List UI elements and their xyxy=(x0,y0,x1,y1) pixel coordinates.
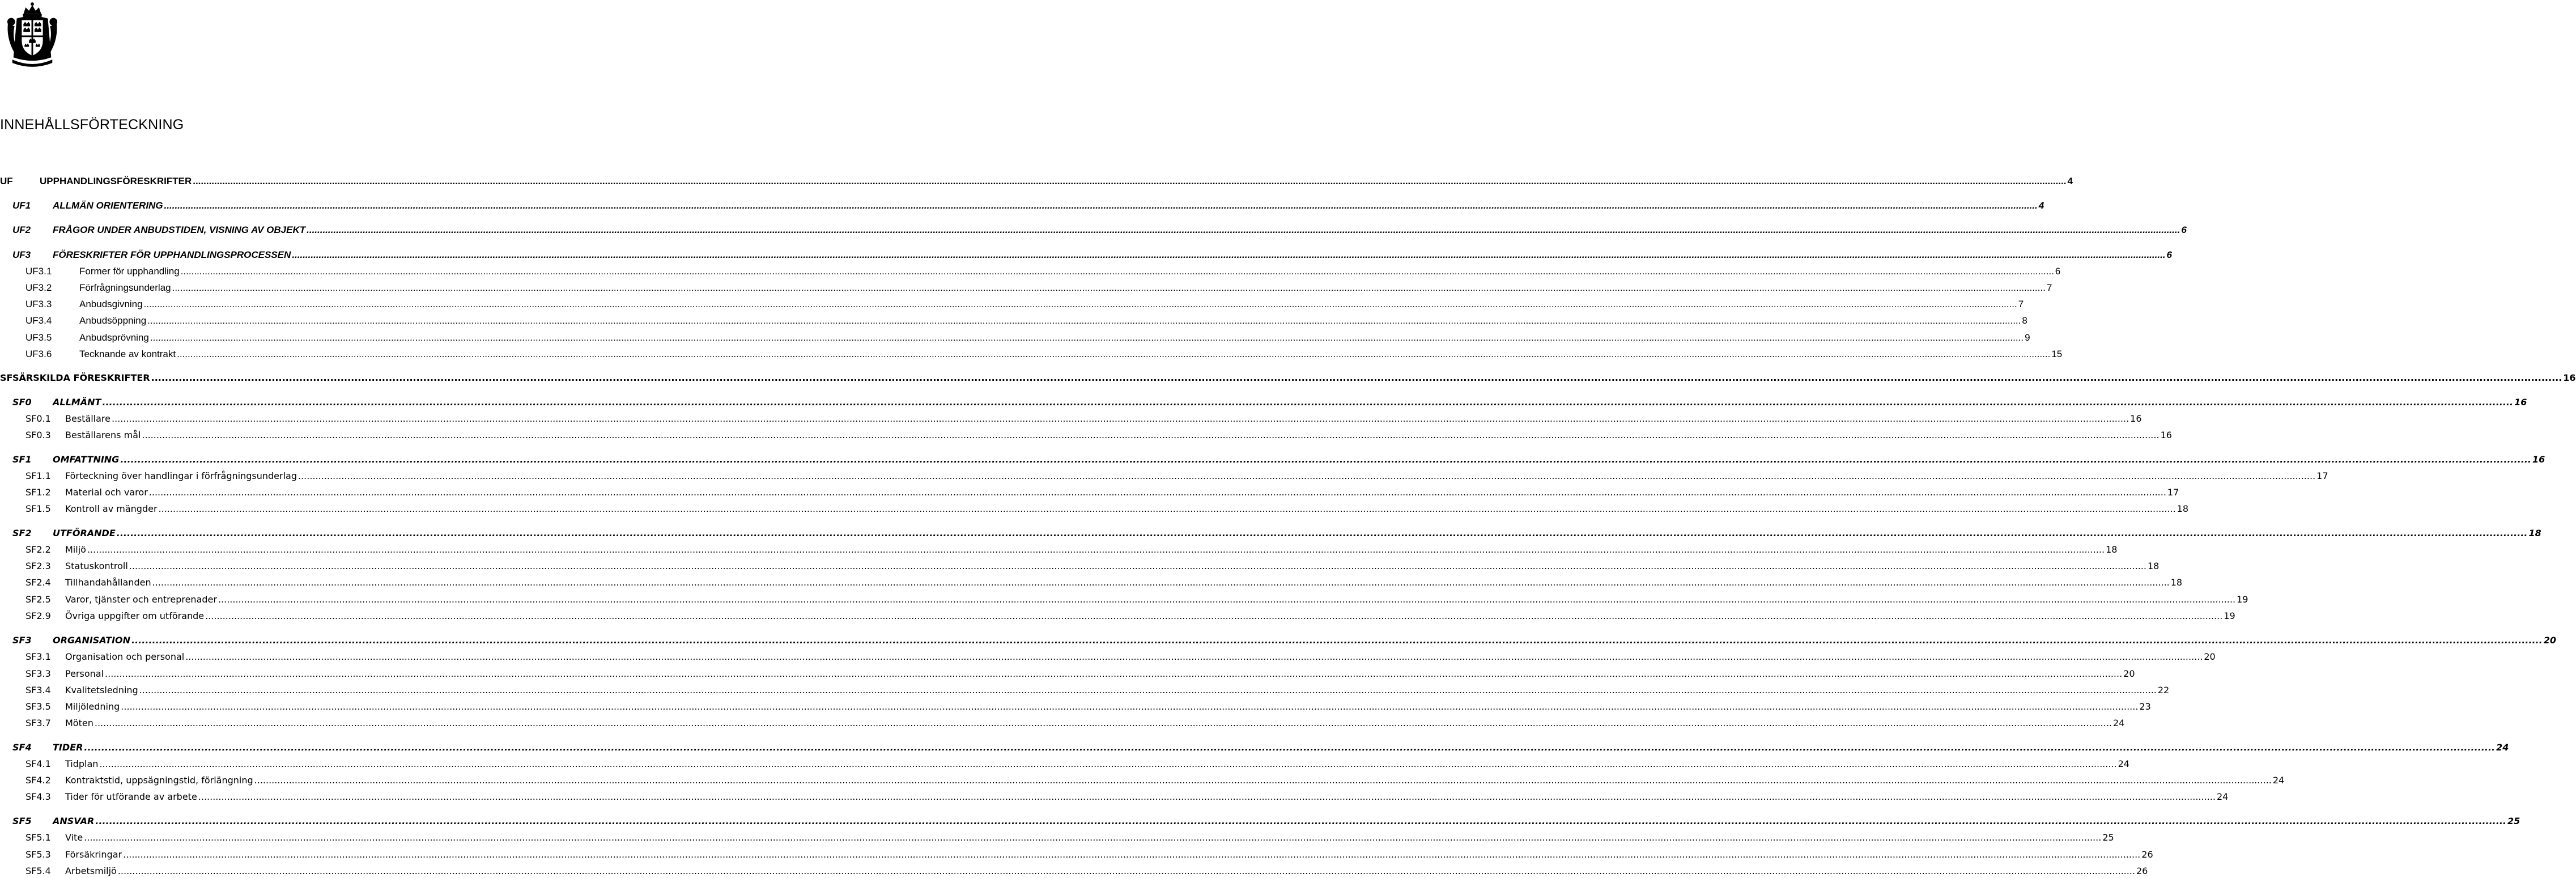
toc-entry-label: ALLMÄN ORIENTERING xyxy=(53,200,163,211)
toc-entry-number: SF3.1 xyxy=(25,651,51,662)
toc-entry-label: Kontroll av mängder xyxy=(65,503,158,514)
toc-entry[interactable] xyxy=(0,527,2541,540)
toc-entry-number: SF3.4 xyxy=(25,685,51,695)
toc-entry-label: Miljö xyxy=(65,544,86,555)
toc-entry-number: SF1 xyxy=(12,454,32,465)
toc-dot-leader: ............................................................................................................................................................................................................................................................................................................................................................................................................................................................................................................................................................................................................................................................................................................................ xyxy=(105,668,2123,679)
toc-entry-page: 16 xyxy=(2514,397,2527,408)
toc-entry[interactable] xyxy=(0,175,2073,188)
toc-entry-page: 4 xyxy=(2067,176,2073,186)
toc-entry-number: SF0.3 xyxy=(25,430,51,440)
toc-entry-number: SF4.3 xyxy=(25,791,51,802)
toc-entry-number: SF2.5 xyxy=(25,594,51,605)
toc-dot-leader: ............................................................................................................................................................................................................................................................................................................................................................................................................................................................................................................................................................................................................................................................................................................................ xyxy=(84,832,2102,843)
toc-entry-label: ORGANISATION xyxy=(53,635,131,646)
toc-entry-label: Förfrågningsunderlag xyxy=(79,282,171,293)
toc-entry-page: 8 xyxy=(2022,315,2027,326)
toc-title: INNEHÅLLSFÖRTECKNING xyxy=(0,117,184,133)
toc-entry-page: 16 xyxy=(2160,430,2172,440)
toc-entry-label: UPPHANDLINGSFÖRESKRIFTER xyxy=(40,176,192,186)
toc-entry-page: 20 xyxy=(2543,635,2556,646)
toc-entry-page: 24 xyxy=(2496,742,2509,753)
toc-entry[interactable] xyxy=(0,559,2160,573)
toc-entry[interactable] xyxy=(0,634,2556,647)
toc-entry[interactable] xyxy=(0,741,2509,754)
toc-dot-leader: ............................................................................................................................................................................................................................................................................................................................................................................................................................................................................................................................................................................................................................................................................................................................ xyxy=(94,718,2112,728)
toc-entry-label: OMFATTNING xyxy=(53,454,120,465)
toc-entry-number: UF3.2 xyxy=(25,282,52,293)
toc-entry-number: UF xyxy=(0,176,13,186)
toc-entry[interactable] xyxy=(0,469,2328,483)
toc-dot-leader: ............................................................................................................................................................................................................................................................................................................................................................................................................................................................................................................................................................................................................................................................................................................................ xyxy=(121,701,2139,712)
toc-dot-leader: ............................................................................................................................................................................................................................................................................................................................................................................................................................................................................................................................................................................................................................................................................................................................ xyxy=(292,249,2166,260)
toc-dot-leader: ............................................................................................................................................................................................................................................................................................................................................................................................................................................................................................................................................................................................................................................................................................................................ xyxy=(139,685,2157,695)
toc-entry-page: 25 xyxy=(2507,816,2520,826)
toc-entry-label: Kontraktstid, uppsägningstid, förlängning xyxy=(65,775,253,786)
toc-entry[interactable] xyxy=(0,790,2229,804)
toc-entry-number: SF5 xyxy=(12,816,32,826)
toc-entry-number: SF3.3 xyxy=(25,668,51,679)
toc-entry-page: 24 xyxy=(2272,775,2285,786)
toc-entry[interactable] xyxy=(0,848,2153,862)
toc-entry[interactable] xyxy=(0,371,2576,385)
toc-entry-label: Försäkringar xyxy=(65,849,122,860)
toc-entry-page: 19 xyxy=(2237,594,2248,605)
toc-dot-leader: ............................................................................................................................................................................................................................................................................................................................................................................................................................................................................................................................................................................................................................................................................................................................ xyxy=(84,742,2496,753)
toc-entry-label: Tidplan xyxy=(65,758,99,769)
toc-dot-leader: ............................................................................................................................................................................................................................................................................................................................................................................................................................................................................................................................................................................................................................................................................................................................ xyxy=(143,299,2017,309)
toc-entry[interactable] xyxy=(0,609,2235,623)
toc-entry-label: FRÅGOR UNDER ANBUDSTIDEN, VISNING AV OBJEKT xyxy=(53,224,306,235)
toc-entry-page: 18 xyxy=(2528,528,2541,538)
toc-entry-label: Tillhandahållanden xyxy=(65,577,151,588)
toc-entry-label: Förteckning över handlingar i förfrågningsunderlag xyxy=(65,470,297,481)
toc-entry-page: 16 xyxy=(2532,454,2545,465)
toc-dot-leader: ............................................................................................................................................................................................................................................................................................................................................................................................................................................................................................................................................................................................................................................................................................................................ xyxy=(298,470,2316,481)
toc-entry-page: 25 xyxy=(2102,832,2114,843)
toc-entry-number: SF3.7 xyxy=(25,718,51,728)
toc-entry-label: Organisation och personal xyxy=(65,651,185,662)
toc-entry[interactable] xyxy=(0,864,2148,878)
toc-entry[interactable] xyxy=(0,248,2172,262)
toc-entry-label: Anbudsöppning xyxy=(79,315,147,326)
toc-dot-leader: ............................................................................................................................................................................................................................................................................................................................................................................................................................................................................................................................................................................................................................................................................................................................ xyxy=(177,349,2051,359)
toc-entry[interactable] xyxy=(0,700,2151,714)
toc-entry[interactable] xyxy=(0,684,2170,697)
toc-entry-page: 26 xyxy=(2136,866,2148,876)
toc-entry[interactable] xyxy=(0,486,2179,499)
toc-entry-page: 19 xyxy=(2224,610,2235,621)
toc-entry-number: UF3.5 xyxy=(25,332,52,343)
toc-entry-page: 18 xyxy=(2147,561,2160,571)
toc-entry-label: Vite xyxy=(65,832,83,843)
toc-entry-number: SF2.4 xyxy=(25,577,51,588)
toc-dot-leader: ............................................................................................................................................................................................................................................................................................................................................................................................................................................................................................................................................................................................................................................................................................................................ xyxy=(193,176,2067,186)
toc-entry-label: Statuskontroll xyxy=(65,561,128,571)
toc-entry-number: SF4 xyxy=(12,742,32,753)
toc-dot-leader: ............................................................................................................................................................................................................................................................................................................................................................................................................................................................................................................................................................................................................................................................................................................................ xyxy=(142,430,2160,440)
toc-entry-page: 22 xyxy=(2157,685,2170,695)
toc-entry-number: SF1.1 xyxy=(25,470,51,481)
toc-entry[interactable] xyxy=(0,347,2063,361)
toc-entry-label: ALLMÄNT xyxy=(53,397,101,408)
toc-dot-leader: ............................................................................................................................................................................................................................................................................................................................................................................................................................................................................................................................................................................................................................................................................................................................ xyxy=(99,758,2117,769)
toc-dot-leader: ............................................................................................................................................................................................................................................................................................................................................................................................................................................................................................................................................................................................................................................................................................................................ xyxy=(152,577,2170,588)
toc-entry-page: 16 xyxy=(2563,372,2576,383)
toc-entry-number: UF3.4 xyxy=(25,315,52,326)
toc-entry-page: 26 xyxy=(2141,849,2153,860)
toc-entry-label: Varor, tjänster och entreprenader xyxy=(65,594,217,605)
toc-entry-page: 24 xyxy=(2216,791,2229,802)
toc-entry-number: SF4.1 xyxy=(25,758,51,769)
toc-entry-label: Övriga uppgifter om utförande xyxy=(65,610,205,621)
toc-entry[interactable] xyxy=(0,593,2248,606)
toc-entry-number: SF0.1 xyxy=(25,413,51,424)
toc-entry-page: 20 xyxy=(2123,668,2135,679)
toc-entry-number: UF2 xyxy=(12,224,31,235)
toc-entry-page: 24 xyxy=(2113,718,2125,728)
toc-entry-label: Beställarens mål xyxy=(65,430,141,440)
toc-dot-leader: ............................................................................................................................................................................................................................................................................................................................................................................................................................................................................................................................................................................................................................................................................................................................ xyxy=(164,200,2038,211)
toc-dot-leader: ............................................................................................................................................................................................................................................................................................................................................................................................................................................................................................................................................................................................................................................................................................................................ xyxy=(185,651,2203,662)
toc-entry-page: 4 xyxy=(2038,200,2044,211)
toc-dot-leader: ............................................................................................................................................................................................................................................................................................................................................................................................................................................................................................................................................................................................................................................................................................................................ xyxy=(218,594,2236,605)
toc-entry-page: 17 xyxy=(2167,487,2179,498)
toc-entry[interactable] xyxy=(0,650,2216,664)
toc-dot-leader: ............................................................................................................................................................................................................................................................................................................................................................................................................................................................................................................................................................................................................................................................................................................................ xyxy=(95,816,2506,826)
toc-entry-page: 7 xyxy=(2018,299,2024,309)
toc-entry-page: 6 xyxy=(2181,224,2187,235)
toc-dot-leader: ............................................................................................................................................................................................................................................................................................................................................................................................................................................................................................................................................................................................................................................................................................................................ xyxy=(147,315,2021,326)
toc-dot-leader: ............................................................................................................................................................................................................................................................................................................................................................................................................................................................................................................................................................................................................................................................................................................................ xyxy=(129,561,2146,571)
toc-entry-label: Material och varor xyxy=(65,487,148,498)
toc-entry-label: Former för upphandling xyxy=(79,266,180,277)
toc-entry-page: 18 xyxy=(2170,577,2183,588)
toc-entry[interactable] xyxy=(0,331,2030,345)
toc-entry-number: SF1.5 xyxy=(25,503,51,514)
toc-entry-number: SF3.5 xyxy=(25,701,51,712)
toc-dot-leader: ............................................................................................................................................................................................................................................................................................................................................................................................................................................................................................................................................................................................................................................................................................................................ xyxy=(131,635,2543,646)
toc-entry-number: UF3 xyxy=(12,249,31,260)
toc-entry-label: Tecknande av kontrakt xyxy=(79,349,176,359)
toc-dot-leader: ............................................................................................................................................................................................................................................................................................................................................................................................................................................................................................................................................................................................................................................................................................................................ xyxy=(151,372,2562,383)
toc-entry-number: SF2 xyxy=(12,528,32,538)
toc-entry-number: UF3.1 xyxy=(25,266,52,277)
toc-entry-page: 16 xyxy=(2130,413,2142,424)
toc-entry-number: SF5.3 xyxy=(25,849,51,860)
toc-entry-number: SF2.9 xyxy=(25,610,51,621)
toc-dot-leader: ............................................................................................................................................................................................................................................................................................................................................................................................................................................................................................................................................................................................................................................................................................................................ xyxy=(158,503,2176,514)
toc-entry-number: SF0 xyxy=(12,397,32,408)
toc-entry[interactable] xyxy=(0,412,2142,426)
toc-entry[interactable] xyxy=(0,716,2125,730)
toc-entry-label: Anbudsprövning xyxy=(79,332,149,343)
toc-dot-leader: ............................................................................................................................................................................................................................................................................................................................................................................................................................................................................................................................................................................................................................................................................................................................ xyxy=(172,282,2046,293)
toc-entry-label: FÖRESKRIFTER FÖR UPPHANDLINGSPROCESSEN xyxy=(53,249,291,260)
toc-dot-leader: ............................................................................................................................................................................................................................................................................................................................................................................................................................................................................................................................................................................................................................................................................................................................ xyxy=(123,849,2141,860)
toc-entry[interactable] xyxy=(0,774,2285,787)
toc-entry-number: SF1.2 xyxy=(25,487,51,498)
toc-entry-label: Anbudsgivning xyxy=(79,299,143,309)
toc-entry-label: Kvalitetsledning xyxy=(65,685,138,695)
toc-entry[interactable] xyxy=(0,429,2172,442)
toc-dot-leader: ............................................................................................................................................................................................................................................................................................................................................................................................................................................................................................................................................................................................................................................................................................................................ xyxy=(254,775,2272,786)
toc-dot-leader: ............................................................................................................................................................................................................................................................................................................................................................................................................................................................................................................................................................................................................................................................................................................................ xyxy=(87,544,2105,555)
toc-entry-label: Arbetsmiljö xyxy=(65,866,117,876)
toc-dot-leader: ............................................................................................................................................................................................................................................................................................................................................................................................................................................................................................................................................................................................................................................................................................................................ xyxy=(117,866,2135,876)
toc-entry[interactable] xyxy=(0,314,2027,328)
toc-entry-number: UF1 xyxy=(12,200,31,211)
toc-entry[interactable] xyxy=(0,502,2189,516)
toc-dot-leader: ............................................................................................................................................................................................................................................................................................................................................................................................................................................................................................................................................................................................................................................................................................................................ xyxy=(150,332,2024,343)
toc-entry[interactable] xyxy=(0,265,2061,278)
toc-entry-page: 7 xyxy=(2046,282,2052,293)
toc-entry-number: SF2.2 xyxy=(25,544,51,555)
toc-entry-label: Miljöledning xyxy=(65,701,120,712)
toc-entry-label: Beställare xyxy=(65,413,110,424)
toc-entry[interactable] xyxy=(0,453,2545,466)
toc-entry[interactable] xyxy=(0,831,2114,845)
toc-entry[interactable] xyxy=(0,815,2520,828)
toc-entry-number: SF5.1 xyxy=(25,832,51,843)
toc-entry[interactable] xyxy=(0,757,2129,771)
toc-entry-page: 18 xyxy=(2106,544,2118,555)
toc-entry-label: ANSVAR xyxy=(53,816,95,826)
toc-entry-page: 23 xyxy=(2139,701,2151,712)
toc-entry-page: 6 xyxy=(2166,249,2172,260)
toc-entry[interactable] xyxy=(0,576,2183,589)
toc-entry-label: UTFÖRANDE xyxy=(53,528,116,538)
toc-entry-page: 9 xyxy=(2025,332,2030,343)
toc-entry-page: 18 xyxy=(2177,503,2189,514)
toc-entry[interactable] xyxy=(0,543,2118,557)
toc-entry-number: SF4.2 xyxy=(25,775,51,786)
toc-entry[interactable] xyxy=(0,667,2135,681)
toc-entry[interactable] xyxy=(0,223,2187,237)
toc-entry[interactable] xyxy=(0,298,2024,311)
toc-dot-leader: ............................................................................................................................................................................................................................................................................................................................................................................................................................................................................................................................................................................................................................................................................................................................ xyxy=(112,413,2129,424)
toc-entry-number: SF3 xyxy=(12,635,32,646)
toc-entry-number: SF xyxy=(0,372,13,383)
toc-dot-leader: ............................................................................................................................................................................................................................................................................................................................................................................................................................................................................................................................................................................................................................................................................................................................ xyxy=(102,397,2514,408)
toc-entry-label: SÄRSKILDA FÖRESKRIFTER xyxy=(12,372,150,383)
toc-entry[interactable] xyxy=(0,199,2044,213)
toc-dot-leader: ............................................................................................................................................................................................................................................................................................................................................................................................................................................................................................................................................................................................................................................................................................................................ xyxy=(116,528,2528,538)
toc-entry-label: Möten xyxy=(65,718,93,728)
toc-entry-number: UF3.6 xyxy=(25,349,52,359)
toc-entry-label: Personal xyxy=(65,668,104,679)
toc-entry-label: Tider för utförande av arbete xyxy=(65,791,197,802)
toc-dot-leader: ............................................................................................................................................................................................................................................................................................................................................................................................................................................................................................................................................................................................................................................................................................................................ xyxy=(180,266,2054,277)
toc-entry[interactable] xyxy=(0,396,2527,409)
toc-entry[interactable] xyxy=(0,281,2052,295)
toc-dot-leader: ............................................................................................................................................................................................................................................................................................................................................................................................................................................................................................................................................................................................................................................................................................................................ xyxy=(307,224,2180,235)
toc-entry-page: 24 xyxy=(2118,758,2129,769)
toc-entry-number: UF3.3 xyxy=(25,299,52,309)
toc-entry-page: 6 xyxy=(2055,266,2061,277)
toc-entry-number: SF2.3 xyxy=(25,561,51,571)
toc-dot-leader: ............................................................................................................................................................................................................................................................................................................................................................................................................................................................................................................................................................................................................................................................................................................................ xyxy=(148,487,2166,498)
toc-dot-leader: ............................................................................................................................................................................................................................................................................................................................................................................................................................................................................................................................................................................................................................................................................................................................ xyxy=(198,791,2216,802)
toc-entry-number: SF5.4 xyxy=(25,866,51,876)
toc-dot-leader: ............................................................................................................................................................................................................................................................................................................................................................................................................................................................................................................................................................................................................................................................................................................................ xyxy=(120,454,2531,465)
toc-entry-page: 17 xyxy=(2316,470,2328,481)
toc-entry-page: 15 xyxy=(2051,349,2063,359)
toc-entry-page: 20 xyxy=(2204,651,2216,662)
toc-dot-leader: ............................................................................................................................................................................................................................................................................................................................................................................................................................................................................................................................................................................................................................................................................................................................ xyxy=(205,610,2223,621)
toc-entry-label: TIDER xyxy=(53,742,83,753)
